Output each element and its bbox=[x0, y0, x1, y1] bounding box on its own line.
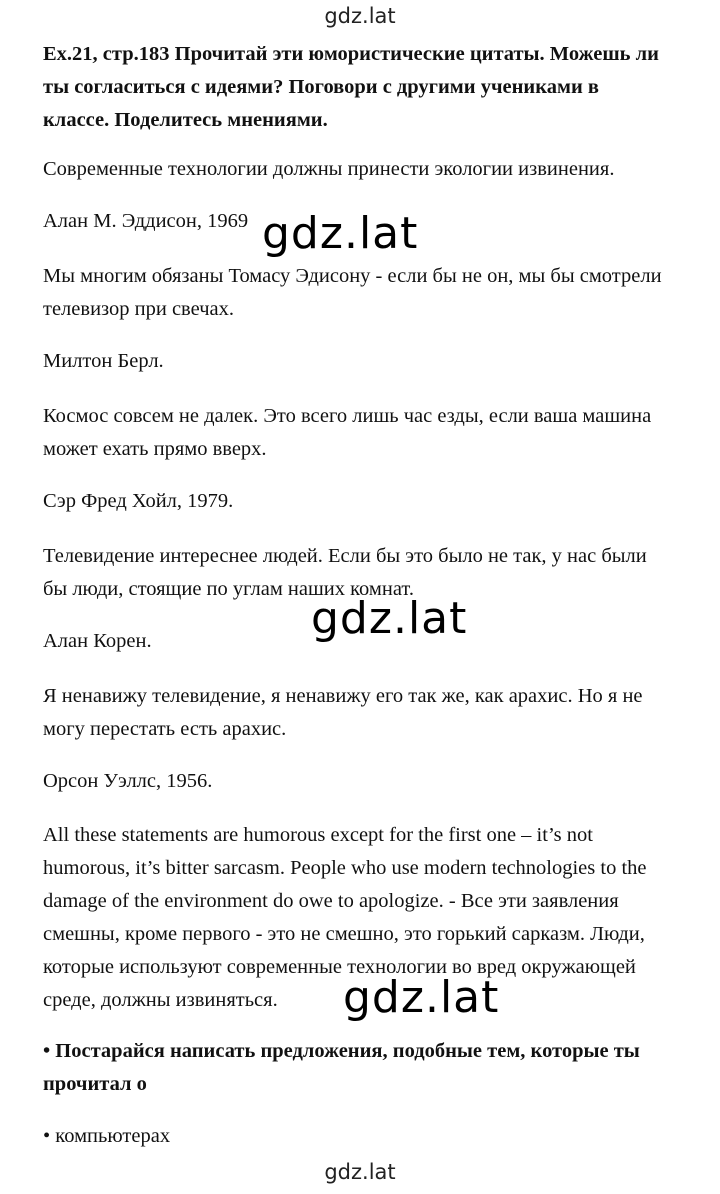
heading-line: Ex.21, стр.183 Прочитай эти юмористические цитаты. Можешь ли bbox=[43, 43, 659, 65]
heading-line: ты согласиться с идеями? Поговори с другими учениками в bbox=[43, 76, 599, 98]
subtask-line: • Постарайся написать предложения, подобные тем, которые ты bbox=[43, 1040, 640, 1062]
watermark-large: gdz.lat bbox=[343, 972, 500, 1023]
quote-author: Милтон Берл. bbox=[43, 350, 164, 372]
task-heading bbox=[43, 38, 703, 137]
quote-line: телевизор при свечах. bbox=[43, 298, 234, 320]
quote-line: могу перестать есть арахис. bbox=[43, 718, 287, 740]
quote-line: Я ненавижу телевидение, я ненавижу его так же, как арахис. Но я не bbox=[43, 685, 643, 707]
quote-author: Алан М. Эддисон, 1969 bbox=[43, 210, 249, 232]
answer-line: которые используют современные технологии во вред окружающей bbox=[43, 956, 636, 978]
list-item: • компьютерах bbox=[43, 1125, 171, 1147]
heading-line: классе. Поделитесь мнениями. bbox=[43, 109, 328, 131]
quote-line: Космос совсем не далек. Это всего лишь час езды, если ваша машина bbox=[43, 405, 652, 427]
quote-text: Современные технологии должны принести экологии извинения. bbox=[43, 158, 615, 180]
watermark-large: gdz.lat bbox=[262, 208, 419, 259]
quote-line: может ехать прямо вверх. bbox=[43, 438, 267, 460]
quote-text bbox=[43, 680, 703, 746]
watermark-top: gdz.lat bbox=[324, 4, 396, 28]
quote-author: Орсон Уэллс, 1956. bbox=[43, 770, 213, 792]
answer-line: смешны, кроме первого - это не смешно, это горький сарказм. Люди, bbox=[43, 923, 645, 945]
quote-line: Телевидение интереснее людей. Если бы это было не так, у нас были bbox=[43, 545, 647, 567]
answer-line: damage of the environment do owe to apologize. - Все эти заявления bbox=[43, 890, 619, 912]
answer-line: humorous, it’s bitter sarcasm. People who use modern technologies to the bbox=[43, 857, 647, 879]
subtask-heading bbox=[43, 1035, 703, 1101]
quote-author: Алан Корен. bbox=[43, 630, 152, 652]
answer-line: среде, должны извиняться. bbox=[43, 989, 278, 1011]
watermark-large: gdz.lat bbox=[311, 593, 468, 644]
answer-line: All these statements are humorous except for the first one – it’s not bbox=[43, 824, 593, 846]
quote-text bbox=[43, 400, 703, 466]
watermark-bottom: gdz.lat bbox=[324, 1160, 396, 1184]
quote-text bbox=[43, 260, 703, 326]
quote-author: Сэр Фред Хойл, 1979. bbox=[43, 490, 234, 512]
quote-line: бы люди, стоящие по углам наших комнат. bbox=[43, 578, 414, 600]
quote-line: Мы многим обязаны Томасу Эдисону - если бы не он, мы бы смотрели bbox=[43, 265, 662, 287]
subtask-line: прочитал о bbox=[43, 1073, 147, 1095]
